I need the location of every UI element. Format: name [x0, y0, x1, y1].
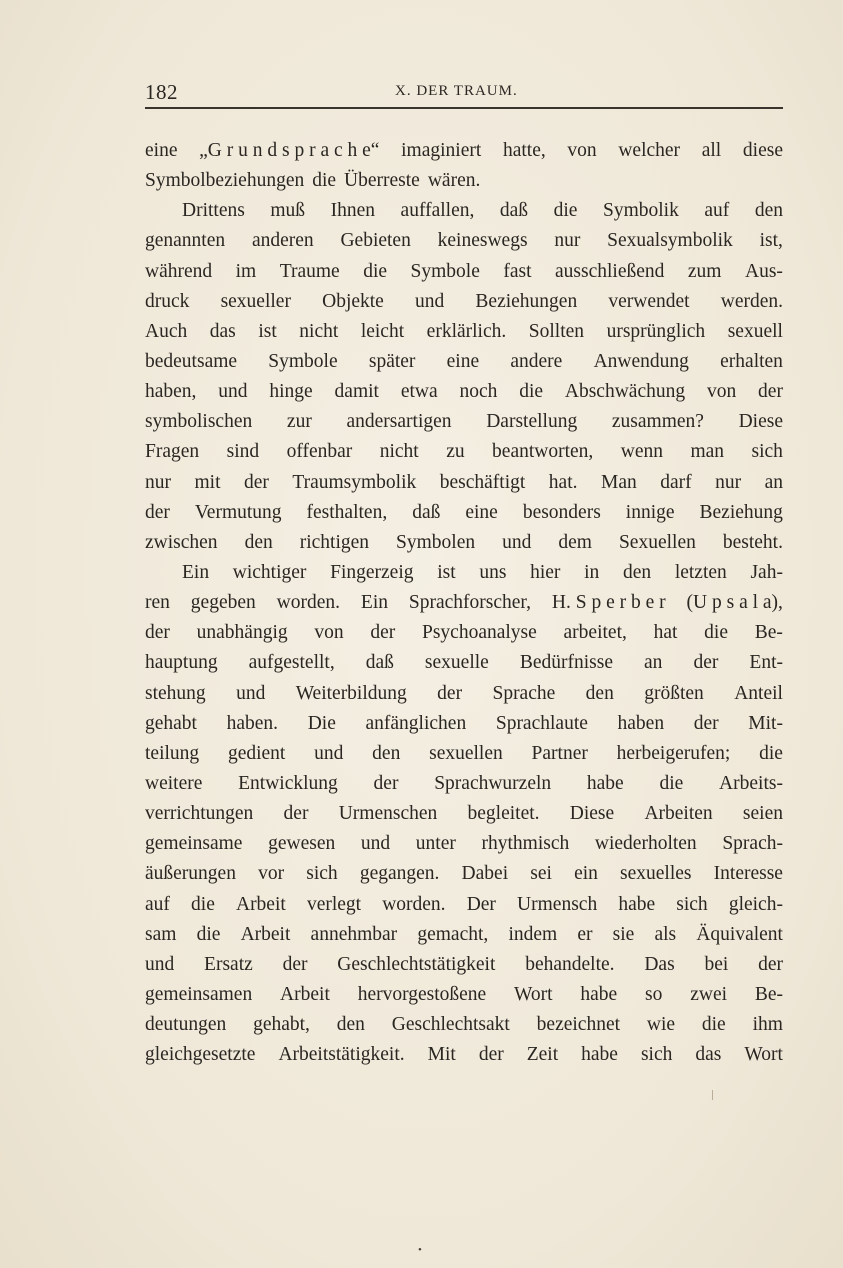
- word: damit: [334, 381, 379, 403]
- word: Ent-: [749, 652, 783, 674]
- text-line: [145, 558, 783, 588]
- word: genannten: [145, 230, 226, 252]
- word: Anwendung: [593, 350, 689, 372]
- word: eine: [446, 350, 480, 372]
- word: werden.: [720, 290, 783, 312]
- word: gleichgesetzte: [145, 1044, 256, 1066]
- text-line: [145, 437, 783, 467]
- word: Ein: [360, 592, 388, 614]
- word: wie: [646, 1014, 676, 1036]
- word: teilung: [145, 742, 200, 764]
- word: Partner: [531, 742, 588, 764]
- word: nur: [715, 471, 742, 493]
- word: haben.: [226, 712, 279, 734]
- word: sich: [751, 441, 783, 463]
- word: der: [283, 803, 309, 825]
- word: wichtiger: [232, 561, 307, 583]
- word: ausschließend: [555, 260, 665, 282]
- word: worden.: [382, 893, 446, 915]
- word: darf: [660, 471, 692, 493]
- word: sam: [145, 923, 177, 945]
- word: ursprünglich: [606, 320, 706, 342]
- word: nur: [554, 230, 581, 252]
- word: Sprach-: [722, 833, 783, 855]
- header-rule: [145, 107, 783, 109]
- word: der: [145, 501, 170, 523]
- word: Auch: [145, 320, 188, 342]
- word: später: [368, 350, 416, 372]
- word: Ein: [182, 561, 210, 583]
- word: uns: [479, 561, 507, 583]
- word: offenbar: [286, 441, 353, 463]
- word: als: [654, 923, 677, 945]
- word: er: [577, 923, 593, 945]
- word: verrichtungen: [145, 803, 254, 825]
- word: Ersatz: [204, 953, 253, 975]
- word: den: [244, 531, 273, 553]
- text-line: [145, 859, 783, 889]
- word: bei: [704, 953, 729, 975]
- text-line: [145, 317, 783, 347]
- word: die: [704, 622, 728, 644]
- word: anfänglichen: [365, 712, 467, 734]
- word: so: [645, 983, 663, 1005]
- word: der: [370, 622, 396, 644]
- word: Arbeit: [280, 983, 330, 1005]
- word: Symbole: [410, 260, 480, 282]
- text-line: [145, 618, 783, 648]
- word: richtigen: [299, 531, 370, 553]
- word: daß: [365, 652, 394, 674]
- word: Mit-: [748, 712, 783, 734]
- word: von: [314, 622, 344, 644]
- word: Vermutung: [194, 501, 282, 523]
- word: Traume: [279, 260, 340, 282]
- word: Wort: [514, 983, 553, 1005]
- word: nicht: [299, 320, 339, 342]
- word: Überreste: [344, 170, 420, 192]
- word: sie: [612, 923, 635, 945]
- word: gegangen.: [359, 863, 440, 885]
- word: verwendet: [608, 290, 690, 312]
- word: die: [312, 170, 337, 192]
- word: sexuell: [727, 320, 783, 342]
- word: den: [336, 1014, 365, 1036]
- word: bedeutsame: [145, 350, 238, 372]
- word: den: [372, 742, 401, 764]
- text-line: [145, 648, 783, 678]
- word: (U p s a l a),: [686, 592, 783, 614]
- word: rhythmisch: [481, 833, 570, 855]
- word: hat: [653, 622, 678, 644]
- word: Der: [466, 893, 496, 915]
- word: ist: [437, 561, 456, 583]
- word: mit: [194, 471, 221, 493]
- word: zwei: [690, 983, 728, 1005]
- word: etwa: [400, 381, 438, 403]
- word: Sprache: [492, 682, 556, 704]
- word: man: [690, 441, 725, 463]
- word: Arbeit: [240, 923, 291, 945]
- word: Objekte: [322, 290, 384, 312]
- word: Drittens: [182, 200, 245, 222]
- word: leicht: [360, 320, 405, 342]
- word: aufgestellt,: [248, 652, 335, 674]
- word: haben,: [145, 381, 197, 403]
- page-header: [145, 80, 783, 110]
- word: hinge: [269, 381, 313, 403]
- word: arbeitet,: [563, 622, 627, 644]
- word: und: [415, 290, 445, 312]
- word: „G r u n d s p r a c h e“: [199, 140, 380, 161]
- word: welcher: [618, 140, 681, 161]
- word: Diese: [738, 411, 783, 433]
- word: Bedürfnisse: [519, 652, 613, 674]
- word: anderen: [251, 230, 314, 252]
- running-head: X. DER TRAUM.: [395, 83, 518, 99]
- word: der: [373, 772, 399, 794]
- word: diese: [742, 140, 783, 161]
- text-line: [145, 890, 783, 920]
- word: eine: [465, 501, 498, 523]
- word: Sexuellen: [618, 531, 696, 553]
- text-line: [145, 377, 783, 407]
- word: und: [502, 531, 532, 553]
- word: an: [764, 471, 783, 493]
- word: Beziehung: [699, 501, 783, 523]
- word: und: [145, 953, 175, 975]
- word: daß: [499, 200, 529, 222]
- text-line: [145, 799, 783, 829]
- word: und: [314, 742, 344, 764]
- word: gewesen: [268, 833, 336, 855]
- word: Symbole: [268, 350, 338, 372]
- word: gemeinsamen: [145, 983, 253, 1005]
- text-line: [145, 679, 783, 709]
- word: deutungen: [145, 1014, 227, 1036]
- word: seien: [742, 803, 783, 825]
- word: hatte,: [502, 140, 546, 161]
- text-line: [145, 1040, 783, 1070]
- word: nur: [145, 471, 171, 493]
- word: Geschlechtsakt: [391, 1014, 510, 1036]
- text-line: [145, 950, 783, 980]
- word: wiederholten: [594, 833, 697, 855]
- word: zwischen: [145, 531, 218, 553]
- word: der: [282, 953, 308, 975]
- word: worden.: [276, 592, 341, 614]
- word: Sprachlaute: [495, 712, 588, 734]
- text-line: [145, 769, 783, 799]
- word: Symbolik: [602, 200, 679, 222]
- word: H. S p e r b e r: [551, 592, 666, 614]
- word: habe: [581, 1044, 618, 1066]
- word: Die: [307, 712, 336, 734]
- word: gemacht,: [417, 923, 489, 945]
- word: bezeichnet: [536, 1014, 621, 1036]
- word: Man: [600, 471, 637, 493]
- word: auf: [704, 200, 730, 222]
- word: Urmensch: [517, 893, 598, 915]
- word: all: [701, 140, 722, 161]
- word: Sprachforscher,: [408, 592, 532, 614]
- word: den: [622, 561, 652, 583]
- word: behandelte.: [525, 953, 615, 975]
- word: sexuelle: [424, 652, 489, 674]
- word: an: [644, 652, 663, 674]
- word: verlegt: [306, 893, 362, 915]
- text-line: [145, 739, 783, 769]
- word: und: [236, 682, 266, 704]
- word: wären.: [427, 170, 481, 192]
- text-line: [145, 196, 783, 226]
- word: eine: [145, 140, 178, 161]
- word: Arbeitstätigkeit.: [278, 1044, 405, 1066]
- word: druck: [145, 290, 190, 312]
- word: imaginiert: [401, 140, 482, 161]
- word: stehung: [145, 682, 206, 704]
- word: gleich-: [728, 893, 783, 915]
- word: habe: [586, 772, 624, 794]
- word: weitere: [145, 772, 203, 794]
- word: Dabei: [461, 863, 509, 885]
- word: gehabt,: [253, 1014, 310, 1036]
- word: Interesse: [713, 863, 783, 885]
- word: haben: [617, 712, 665, 734]
- text-line: [145, 166, 783, 196]
- word: der: [693, 652, 719, 674]
- word: sind: [226, 441, 260, 463]
- word: Wort: [744, 1044, 783, 1066]
- word: Äquivalent: [696, 923, 783, 945]
- word: das: [695, 1044, 722, 1066]
- word: gedient: [227, 742, 286, 764]
- text-line: [145, 226, 783, 256]
- word: zusammen?: [611, 411, 704, 433]
- word: unter: [415, 833, 456, 855]
- word: Beziehungen: [475, 290, 578, 312]
- word: auffallen,: [400, 200, 475, 222]
- word: Darstellung: [486, 411, 578, 433]
- word: zur: [286, 411, 312, 433]
- word: und: [218, 381, 248, 403]
- word: größten: [644, 682, 704, 704]
- text-line: [145, 920, 783, 950]
- word: gehabt: [145, 712, 197, 734]
- word: hauptung: [145, 652, 218, 674]
- word: Mit: [427, 1044, 456, 1066]
- word: Jah-: [750, 561, 783, 583]
- word: hervorgestoßene: [357, 983, 487, 1005]
- text-line: [145, 257, 783, 287]
- word: der: [693, 712, 719, 734]
- word: der: [758, 953, 783, 975]
- text-line: [145, 468, 783, 498]
- word: Abschwächung: [564, 381, 686, 403]
- word: Das: [644, 953, 675, 975]
- footer-mark: •: [418, 1244, 422, 1256]
- word: Diese: [569, 803, 615, 825]
- word: der: [478, 1044, 504, 1066]
- text-line: [145, 528, 783, 558]
- word: Weiterbildung: [295, 682, 407, 704]
- word: sei: [530, 863, 552, 885]
- page-speck: [712, 1090, 713, 1100]
- text-line: [145, 588, 783, 618]
- word: zum: [687, 260, 722, 282]
- word: Anteil: [734, 682, 783, 704]
- word: Sprachwurzeln: [434, 772, 552, 794]
- word: Aus-: [744, 260, 783, 282]
- word: Zeit: [526, 1044, 559, 1066]
- word: ein: [574, 863, 598, 885]
- word: erklärlich.: [426, 320, 507, 342]
- word: habe: [618, 893, 656, 915]
- word: ren: [145, 592, 170, 614]
- word: Traumsymbolik: [292, 471, 417, 493]
- word: indem: [508, 923, 558, 945]
- text-line: [145, 980, 783, 1010]
- word: die: [363, 260, 388, 282]
- word: die: [759, 742, 783, 764]
- word: andersartigen: [346, 411, 452, 433]
- word: letzten: [674, 561, 727, 583]
- word: erhalten: [720, 350, 783, 372]
- word: nicht: [379, 441, 419, 463]
- word: Arbeit: [235, 893, 286, 915]
- text-line: [145, 407, 783, 437]
- word: den: [585, 682, 614, 704]
- word: zu: [446, 441, 465, 463]
- word: Entwicklung: [238, 772, 338, 794]
- word: die: [519, 381, 544, 403]
- word: gegeben: [190, 592, 256, 614]
- word: der: [758, 381, 783, 403]
- word: die: [659, 772, 684, 794]
- word: herbeigerufen;: [616, 742, 731, 764]
- word: beantworten,: [492, 441, 594, 463]
- word: äußerungen: [145, 863, 236, 885]
- word: die: [191, 893, 215, 915]
- word: besonders: [522, 501, 601, 523]
- word: in: [584, 561, 600, 583]
- word: Urmenschen: [338, 803, 438, 825]
- word: Ihnen: [330, 200, 375, 222]
- word: dem: [558, 531, 592, 553]
- word: muß: [270, 200, 306, 222]
- word: das: [209, 320, 236, 342]
- word: ihm: [752, 1014, 783, 1036]
- word: begleitet.: [467, 803, 540, 825]
- text-line: [145, 287, 783, 317]
- word: hier: [530, 561, 561, 583]
- word: Gebieten: [340, 230, 411, 252]
- word: Be-: [754, 622, 783, 644]
- word: Sexualsymbolik: [607, 230, 733, 252]
- word: innige: [625, 501, 675, 523]
- word: Symbolen: [396, 531, 476, 553]
- word: Be-: [754, 983, 783, 1005]
- word: sexuelles: [620, 863, 692, 885]
- word: symbolischen: [145, 411, 253, 433]
- word: die: [701, 1014, 726, 1036]
- word: fast: [503, 260, 532, 282]
- word: der: [145, 622, 170, 644]
- word: unabhängig: [196, 622, 288, 644]
- word: Fragen: [145, 441, 200, 463]
- word: und: [360, 833, 391, 855]
- text-line: [145, 136, 783, 166]
- word: vor: [258, 863, 285, 885]
- body-text: [145, 136, 783, 1070]
- word: sich: [306, 863, 338, 885]
- word: besteht.: [722, 531, 783, 553]
- word: annehmbar: [310, 923, 398, 945]
- word: im: [235, 260, 257, 282]
- word: Sollten: [528, 320, 585, 342]
- word: von: [567, 140, 597, 161]
- word: Fingerzeig: [330, 561, 414, 583]
- text-line: [145, 709, 783, 739]
- word: ist: [258, 320, 277, 342]
- word: von: [706, 381, 737, 403]
- word: sich: [640, 1044, 673, 1066]
- text-line: [145, 1010, 783, 1040]
- word: noch: [459, 381, 498, 403]
- text-line: [145, 829, 783, 859]
- word: sich: [676, 893, 708, 915]
- word: Geschlechtstätigkeit: [337, 953, 496, 975]
- word: Psychoanalyse: [421, 622, 537, 644]
- word: ist,: [759, 230, 783, 252]
- word: Arbeits-: [719, 772, 783, 794]
- word: während: [145, 260, 213, 282]
- word: Arbeiten: [644, 803, 713, 825]
- text-line: [145, 498, 783, 528]
- word: sexuellen: [429, 742, 503, 764]
- word: festhalten,: [306, 501, 388, 523]
- word: der: [437, 682, 463, 704]
- word: Symbolbeziehungen: [145, 170, 305, 192]
- word: auf: [145, 893, 170, 915]
- page-number: 182: [145, 80, 178, 104]
- word: den: [754, 200, 783, 222]
- text-line: [145, 347, 783, 377]
- word: andere: [510, 350, 563, 372]
- word: habe: [580, 983, 618, 1005]
- word: die: [196, 923, 221, 945]
- word: hat.: [548, 471, 578, 493]
- word: daß: [412, 501, 441, 523]
- word: der: [243, 471, 269, 493]
- word: wenn: [620, 441, 664, 463]
- word: beschäftigt: [439, 471, 526, 493]
- word: die: [553, 200, 578, 222]
- word: sexueller: [220, 290, 291, 312]
- word: gemeinsame: [145, 833, 243, 855]
- word: keineswegs: [437, 230, 528, 252]
